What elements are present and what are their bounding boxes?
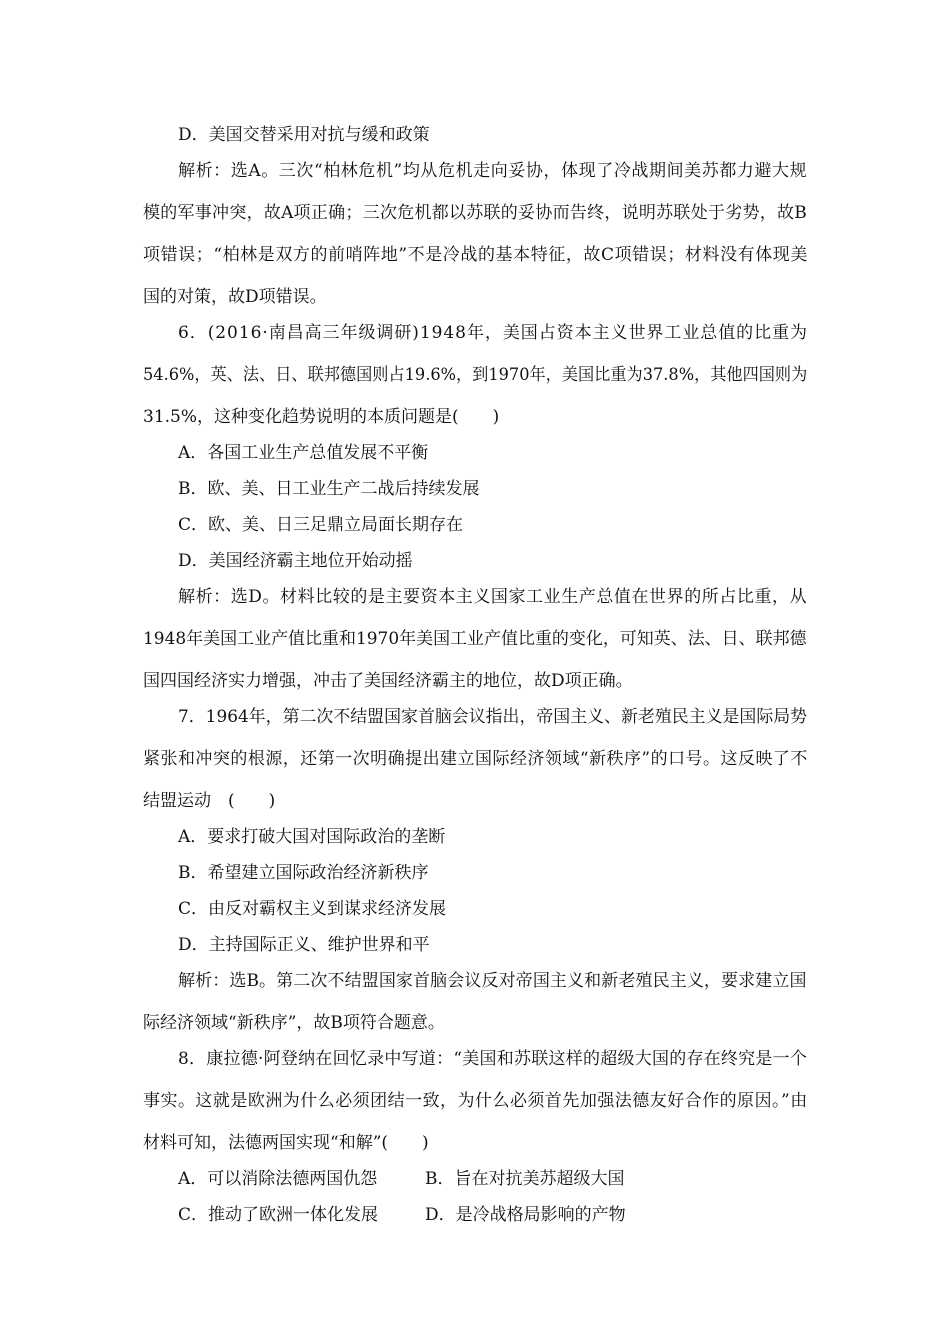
option-text: A．各国工业生产总值发展不平衡: [178, 443, 429, 463]
option-a-text: A．可以消除法德两国仇怨: [178, 1169, 378, 1189]
analysis-text: 解析：选D。材料比较的是主要资本主义国家工业生产总值在世界的所占比重，从: [178, 587, 808, 607]
q6-stem-line: [0, 400, 950, 434]
question-text: 31.5%，这种变化趋势说明的本质问题是( ): [143, 407, 500, 427]
option-text: D．美国交替采用对抗与缓和政策: [178, 125, 430, 145]
analysis-text: 1948年美国工业产值比重和1970年美国工业产值比重的变化，可知英、法、日、联邦德: [143, 629, 807, 649]
q7-option-d: [0, 928, 950, 962]
q8-options-row: [0, 1162, 950, 1196]
question-text: 54.6%，英、法、日、联邦德国则占19.6%，到1970年，美国比重为37.8%，其他四国则为: [143, 365, 808, 385]
q5-analysis-line: [0, 196, 950, 230]
q8-stem-line: [0, 1126, 950, 1160]
q7-stem-line: [0, 742, 950, 776]
q6-analysis-line: [0, 622, 950, 656]
analysis-text: 解析：选B。第二次不结盟国家首脑会议反对帝国主义和新老殖民主义，要求建立国: [178, 971, 807, 991]
analysis-text: 解析：选A。三次“柏林危机”均从危机走向妥协，体现了冷战期间美苏都力避大规: [178, 161, 808, 181]
q5-analysis-line: [0, 238, 950, 272]
analysis-text: 国的对策，故D项错误。: [143, 287, 327, 307]
option-text: D．美国经济霸主地位开始动摇: [178, 551, 413, 571]
q6-analysis-line: [0, 580, 950, 614]
q6-analysis-line: [0, 664, 950, 698]
q6-option-b: [0, 472, 950, 506]
q6-stem-line: [0, 358, 950, 392]
option-c-text: C．推动了欧洲一体化发展: [178, 1205, 379, 1225]
q5-analysis-line: [0, 154, 950, 188]
option-text: A．要求打破大国对国际政治的垄断: [178, 827, 446, 847]
option-text: C．欧、美、日三足鼎立局面长期存在: [178, 515, 464, 535]
q7-option-c: [0, 892, 950, 926]
q6-option-d: [0, 544, 950, 578]
q6-option-a: [0, 436, 950, 470]
option-text: C．由反对霸权主义到谋求经济发展: [178, 899, 447, 919]
option-text: B．希望建立国际政治经济新秩序: [178, 863, 429, 883]
q8-stem-line: [0, 1084, 950, 1118]
question-text: 材料可知，法德两国实现“和解”( ): [143, 1133, 429, 1153]
q7-analysis-line: [0, 964, 950, 998]
q7-analysis-line: [0, 1006, 950, 1040]
option-b-text: B．旨在对抗美苏超级大国: [425, 1169, 625, 1189]
q8-stem-line: [0, 1042, 950, 1076]
q7-stem-line: [0, 784, 950, 818]
q7-stem-line: [0, 700, 950, 734]
question-text: 6．(2016·南昌高三年级调研)1948年，美国占资本主义世界工业总值的比重为: [178, 323, 808, 343]
option-text: D．主持国际正义、维护世界和平: [178, 935, 430, 955]
question-text: 7．1964年，第二次不结盟国家首脑会议指出，帝国主义、新老殖民主义是国际局势: [178, 707, 808, 727]
q6-stem-line: [0, 316, 950, 350]
analysis-text: 国四国经济实力增强，冲击了美国经济霸主的地位，故D项正确。: [143, 671, 633, 691]
question-text: 紧张和冲突的根源，还第一次明确提出建立国际经济领域“新秩序”的口号。这反映了不: [143, 749, 808, 769]
question-text: 8．康拉德·阿登纳在回忆录中写道：“美国和苏联这样的超级大国的存在终究是一个: [178, 1049, 808, 1069]
q5-analysis-line: [0, 280, 950, 314]
analysis-text: 模的军事冲突，故A项正确；三次危机都以苏联的妥协而告终，说明苏联处于劣势，故B: [143, 203, 808, 223]
q7-option-a: [0, 820, 950, 854]
q8-options-row: [0, 1198, 950, 1232]
option-d-text: D．是冷战格局影响的产物: [425, 1205, 626, 1225]
question-text: 结盟运动 ( ): [143, 791, 276, 811]
q7-option-b: [0, 856, 950, 890]
q5-option-d: [0, 118, 950, 152]
question-text: 事实。这就是欧洲为什么必须团结一致，为什么必须首先加强法德友好合作的原因。”由: [143, 1091, 808, 1111]
option-text: B．欧、美、日工业生产二战后持续发展: [178, 479, 480, 499]
q6-option-c: [0, 508, 950, 542]
analysis-text: 项错误；“柏林是双方的前哨阵地”不是冷战的基本特征，故C项错误；材料没有体现美: [143, 245, 808, 265]
analysis-text: 际经济领域“新秩序”，故B项符合题意。: [143, 1013, 445, 1033]
